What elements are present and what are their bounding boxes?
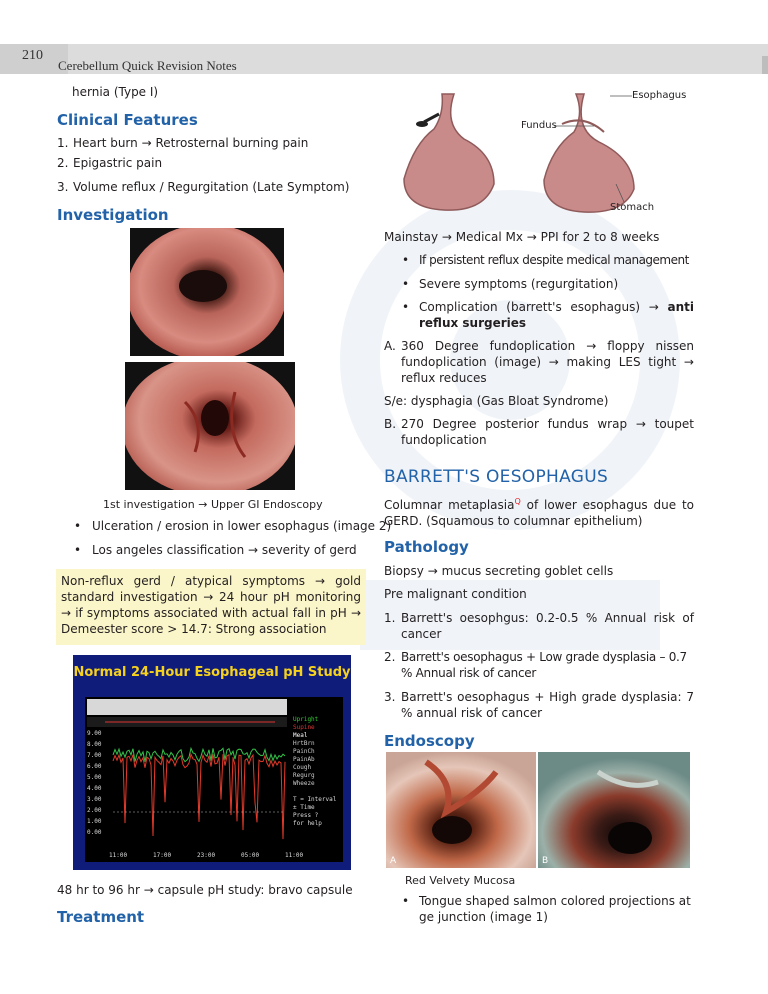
barretts-heading: BARRETT'S OESOPHAGUS: [384, 467, 609, 487]
diagram-label-esophagus: Esophagus: [632, 90, 687, 101]
ph-legend-entry: Upright: [293, 716, 319, 723]
investigation-heading: Investigation: [57, 206, 169, 224]
book-title: Cerebellum Quick Revision Notes: [58, 58, 237, 73]
ph-y-tick: 7.00: [87, 752, 102, 759]
pathology-heading: Pathology: [384, 538, 469, 556]
ph-y-tick: 1.00: [87, 818, 102, 825]
highlight-box: Non-reflux gerd / atypical symptoms → gold standard investigation → 24 hour pH monitoring → if symptoms associated with actual fall in pH → Demeester score > 14.7: Strong association: [56, 569, 366, 645]
endoscopy-bullet: • Tongue shaped salmon colored projections at ge junction (image 1): [402, 894, 691, 924]
treatment-bullet: • Complication (barrett's esophagus) → anti reflux surgeries: [402, 300, 694, 330]
diagram-label-stomach: Stomach: [610, 202, 655, 213]
ph-study-footnote: 48 hr to 96 hr → capsule pH study: bravo capsule: [57, 883, 353, 897]
surgery-item-b: B. 270 Degree posterior fundus wrap → toupet fundoplication: [384, 417, 694, 447]
header-edge-mark: [762, 56, 768, 74]
barrett-endoscopy-image-b: [538, 752, 690, 868]
barretts-intro: Columnar metaplasia$^Q$ of lower esophagus due to GERD. (Squamous to columnar epithelium): [384, 497, 695, 528]
ph-legend-entry: HrtBrn: [293, 740, 315, 747]
pathology-item: 1. Barrett's oesophgus: 0.2-0.5 % Annual risk of cancer: [384, 611, 694, 641]
ph-key-hint: for help: [293, 820, 322, 827]
investigation-caption: 1st investigation → Upper GI Endoscopy: [103, 498, 323, 511]
ph-y-tick: 4.00: [87, 785, 102, 792]
clinical-feature-item: 3. Volume reflux / Regurgitation (Late Symptom): [57, 180, 350, 194]
ph-y-tick: 8.00: [87, 741, 102, 748]
ph-legend-entry: Regurg: [293, 772, 315, 779]
ph-y-tick: 3.00: [87, 796, 102, 803]
barrett-endoscopy-image-a: [386, 752, 536, 868]
ph-legend-entry: PainCh: [293, 748, 315, 755]
clinical-feature-item: 1. Heart burn → Retrosternal burning pain: [57, 136, 309, 150]
ph-y-tick: 0.00: [87, 829, 102, 836]
fundoplication-diagram: [384, 84, 694, 218]
page-number: 210: [22, 48, 43, 63]
ph-y-tick: 2.00: [87, 807, 102, 814]
ph-x-tick: 05:00: [241, 852, 260, 859]
clinical-feature-item: 2. Epigastric pain: [57, 156, 163, 170]
ph-legend-entry: PainAb: [293, 756, 315, 763]
mainstay-line: Mainstay → Medical Mx → PPI for 2 to 8 weeks: [384, 230, 660, 244]
ph-y-tick: 5.00: [87, 774, 102, 781]
ph-key-hint: ± Time: [293, 804, 315, 811]
ph-legend-entry: Supine: [293, 724, 315, 731]
endoscopy-image-2: [125, 362, 295, 490]
pathology-line: Biopsy → mucus secreting goblet cells: [384, 564, 614, 578]
pathology-item: 2. Barrett's oesophagus + Low grade dysplasia – 0.7 % Annual risk of cancer: [384, 650, 687, 680]
ph-x-tick: 23:00: [197, 852, 216, 859]
ph-x-tick: 11:00: [109, 852, 128, 859]
endoscopy-caption: Red Velvety Mucosa: [405, 874, 516, 887]
pathology-item: 3. Barrett's oesophagus + High grade dysplasia: 7 % annual risk of cancer: [384, 690, 694, 720]
endoscopy-image-1: [130, 228, 284, 356]
image-label-b: B: [542, 856, 549, 866]
image-label-a: A: [390, 856, 397, 866]
ph-key-hint: Press ?: [293, 812, 319, 819]
ph-key-hint: T = Interval: [293, 796, 337, 803]
pathology-line: Pre malignant condition: [384, 587, 527, 601]
continuation-text: hernia (Type I): [72, 85, 159, 99]
ph-y-tick: 9.00: [87, 730, 102, 737]
diagram-label-fundus: Fundus: [521, 120, 557, 131]
endoscopy-heading: Endoscopy: [384, 732, 475, 750]
surgery-item-a: A. 360 Degree fundoplication → floppy nissen fundoplication (image) → making LES tight → reflux reduces: [384, 339, 694, 385]
clinical-features-heading: Clinical Features: [57, 111, 198, 129]
ph-legend-entry: Meal: [293, 732, 308, 739]
treatment-heading: Treatment: [57, 908, 145, 926]
ph-study-title: Normal 24-Hour Esophageal pH Study: [73, 665, 351, 680]
ph-x-tick: 17:00: [153, 852, 172, 859]
ph-legend-entry: Wheeze: [293, 780, 315, 787]
ph-x-tick: 11:00: [285, 852, 304, 859]
ph-legend-entry: Cough: [293, 764, 312, 771]
side-effect-line: S/e: dysphagia (Gas Bloat Syndrome): [384, 394, 609, 408]
ph-study-figure: [73, 655, 351, 870]
ph-y-tick: 6.00: [87, 763, 102, 770]
ph-trace-chart: [85, 697, 343, 862]
